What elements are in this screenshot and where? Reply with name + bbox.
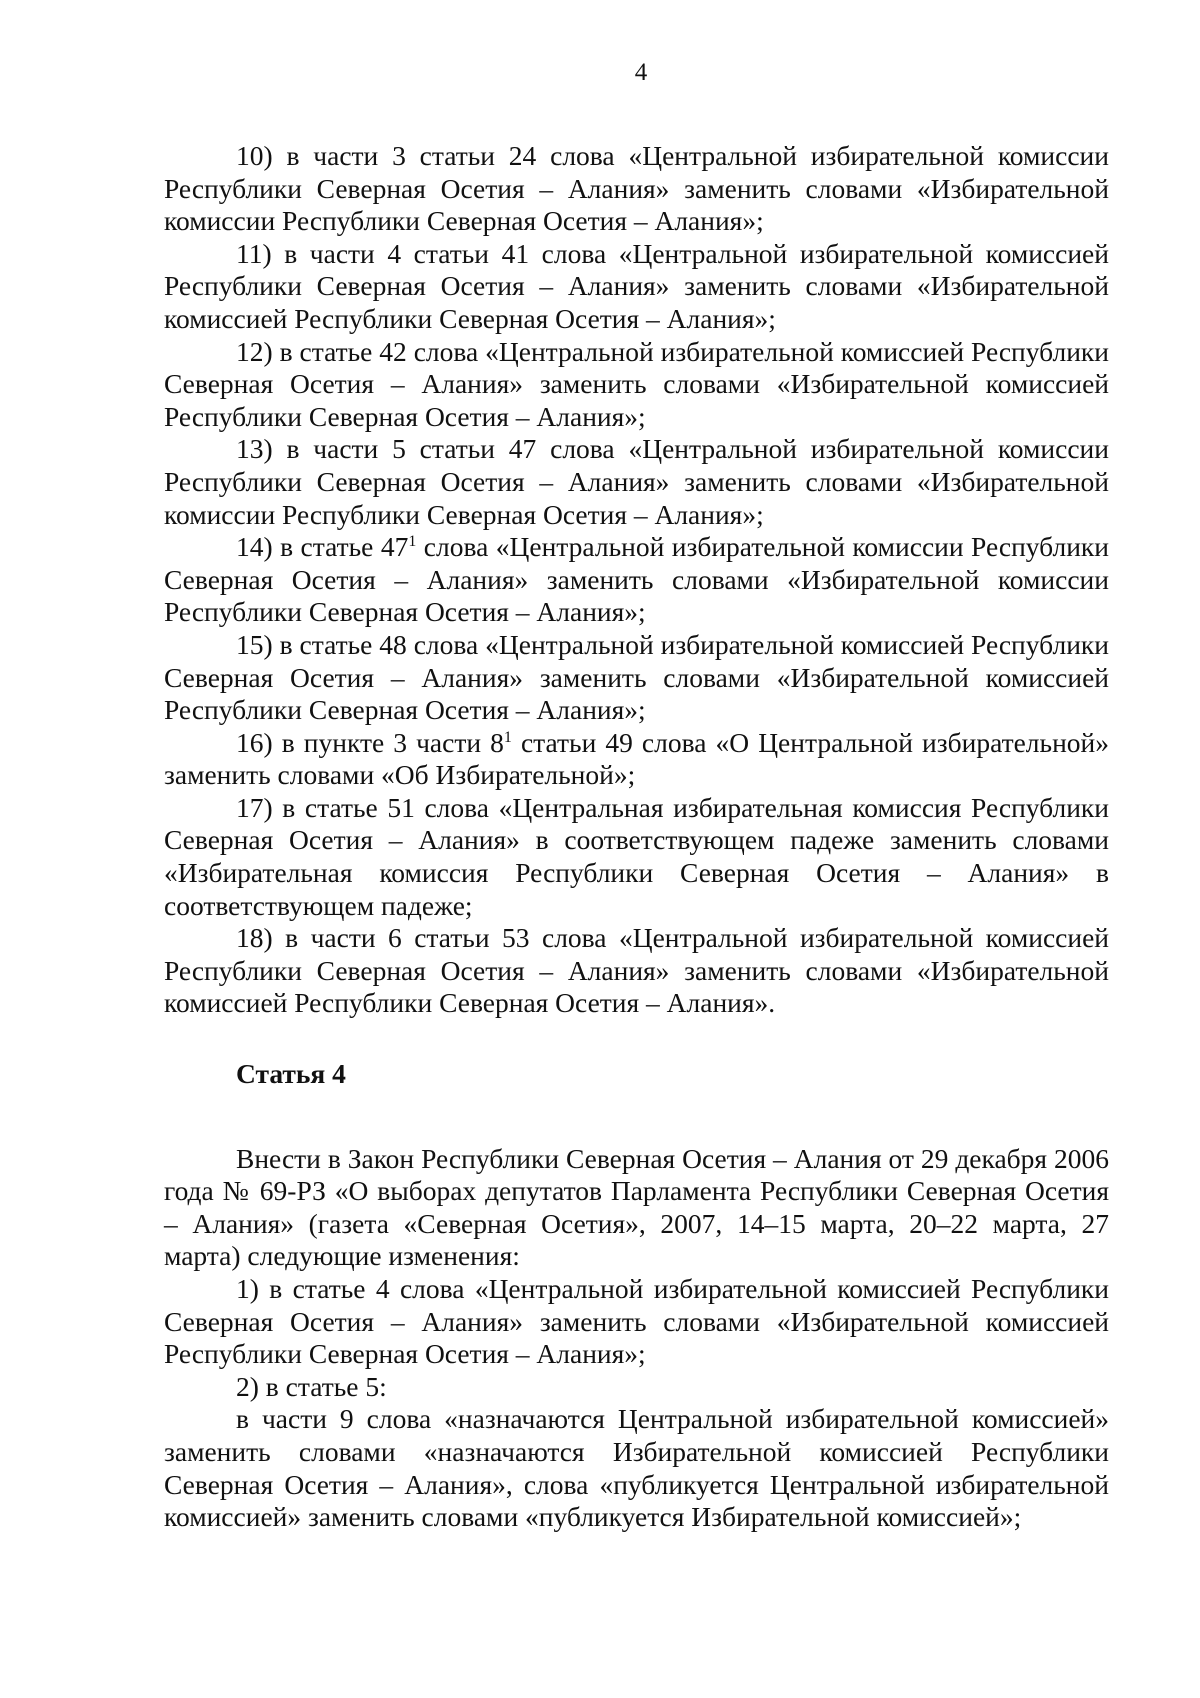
page-number: 4 bbox=[634, 59, 648, 86]
amendment-item-16 bbox=[164, 727, 1109, 792]
amendment-item-13: 13) в части 5 статьи 47 слова «Центральной избирательной комиссии Республики Северная Осетия – Алания» заменить словами «Избирательной комиссии Республики Северная Осетия – Алания»; bbox=[164, 433, 1109, 530]
amendment-item-11: 11) в части 4 статьи 41 слова «Центральной избирательной комиссией Республики Северная Осетия – Алания» заменить словами «Избирательной комиссией Республики Северная Осетия – Алания»; bbox=[164, 237, 1109, 334]
amendment-item-17: 17) в статье 51 слова «Центральная избирательная комиссия Республики Северная Осетия – Алания» в соответствующем падеже заменить словами «Избирательная комиссия Республики Северная Осетия – Алания» в соответствующем падеже; bbox=[164, 791, 1109, 921]
amendment-item-15: 15) в статье 48 слова «Центральной избирательной комиссией Республики Северная Осетия – Алания» заменить словами «Избирательной комиссией Республики Северная Осетия – Алания»; bbox=[164, 628, 1109, 726]
article-heading: Статья 4 bbox=[236, 1058, 346, 1090]
amendment-item-14-lead: 14) в статье 47 bbox=[236, 531, 409, 563]
amendment-item-14 bbox=[164, 531, 1109, 629]
document-body bbox=[164, 140, 1109, 1534]
superscript: 1 bbox=[408, 532, 417, 550]
article-intro: Внести в Закон Республики Северная Осетия – Алания от 29 декабря 2006 года № 69-РЗ «О выборах депутатов Парламента Республики Северная Осетия – Алания» (газета «Северная Осетия», 2007, 14–15 марта, 20–22 марта, 27 марта) следующие изменения: bbox=[164, 1142, 1109, 1272]
article-item-2: 2) в статье 5: bbox=[236, 1370, 387, 1402]
amendment-item-18: 18) в части 6 статьи 53 слова «Центральной избирательной комиссией Республики Северная Осетия – Алания» заменить словами «Избирательной комиссией Республики Северная Осетия – Алания». bbox=[164, 922, 1109, 1019]
amendment-item-16-rest: статьи 49 слова «О Центральной избирательной» заменить словами «Об Избирательной»; bbox=[164, 726, 1109, 791]
superscript: 1 bbox=[503, 728, 512, 746]
article-item-1: 1) в статье 4 слова «Центральной избирательной комиссией Республики Северная Осетия – Алания» заменить словами «Избирательной комиссией Республики Северная Осетия – Алания»; bbox=[164, 1273, 1109, 1370]
amendment-item-12: 12) в статье 42 слова «Центральной избирательной комиссией Республики Северная Осетия – Алания» заменить словами «Избирательной комиссией Республики Северная Осетия – Алания»; bbox=[164, 335, 1109, 432]
amendment-item-16-lead: 16) в пункте 3 части 8 bbox=[236, 726, 504, 758]
amendment-item-10: 10) в части 3 статьи 24 слова «Центральной избирательной комиссии Республики Северная Осетия – Алания» заменить словами «Избирательной комиссии Республики Северная Осетия – Алания»; bbox=[164, 140, 1109, 237]
article-item-2-text: в части 9 слова «назначаются Центральной избирательной комиссией» заменить словами «назначаются Избирательной комиссией Республики Северная Осетия – Алания», слова «публикуется Центральной избирательной комиссией» заменить словами «публикуется Избирательной комиссией»; bbox=[164, 1403, 1109, 1533]
amendment-item-14-rest: слова «Центральной избирательной комиссии Республики Северная Осетия – Алания» заменить словами «Избирательной комиссии Республики Северная Осетия – Алания»; bbox=[164, 531, 1109, 628]
